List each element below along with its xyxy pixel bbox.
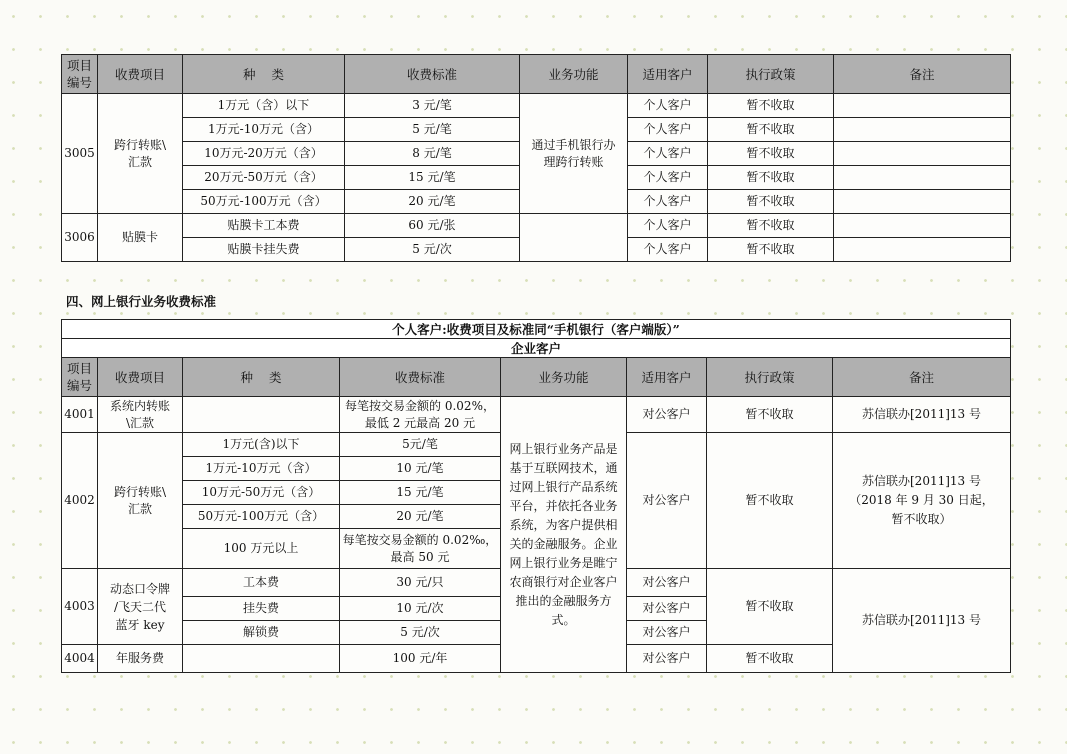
col-header-function: 业务功能 — [520, 55, 628, 94]
col-header-type: 种 类 — [183, 358, 340, 397]
remark — [834, 166, 1011, 190]
item-name: 年服务费 — [98, 645, 183, 673]
col-header-policy: 执行政策 — [708, 55, 834, 94]
policy: 暂不收取 — [707, 433, 833, 569]
policy: 暂不收取 — [708, 238, 834, 262]
policy: 暂不收取 — [707, 397, 833, 433]
fee-standard: 15 元/笔 — [345, 166, 520, 190]
fee-type: 解锁费 — [183, 621, 340, 645]
col-header-fee: 收费标准 — [345, 55, 520, 94]
policy: 暂不收取 — [708, 94, 834, 118]
fee-standard: 每笔按交易金额的 0.02%， 最低 2 元最高 20 元 — [340, 397, 501, 433]
section-title: 四、网上银行业务收费标准 — [66, 294, 217, 309]
item-id: 4004 — [62, 645, 98, 673]
customer-type: 个人客户 — [628, 142, 708, 166]
fee-standard: 5元/笔 — [340, 433, 501, 457]
policy: 暂不收取 — [707, 569, 833, 645]
col-header-customer: 适用客户 — [627, 358, 707, 397]
fee-table-online-banking — [61, 319, 1011, 673]
fee-type: 10万元-50万元（含） — [183, 481, 340, 505]
item-id: 3006 — [62, 214, 98, 262]
fee-type: 50万元-100万元（含） — [183, 505, 340, 529]
fee-type: 贴膜卡工本费 — [183, 214, 345, 238]
col-header-function: 业务功能 — [501, 358, 627, 397]
remark — [834, 190, 1011, 214]
col-header-customer: 适用客户 — [628, 55, 708, 94]
col-header-remark: 备注 — [833, 358, 1011, 397]
item-name: 动态口令牌 /飞天二代 蓝牙 key — [98, 569, 183, 645]
fee-standard: 8 元/笔 — [345, 142, 520, 166]
fee-type: 挂失费 — [183, 597, 340, 621]
business-function — [520, 214, 628, 262]
table-header-row — [62, 55, 1011, 94]
fee-type: 工本费 — [183, 569, 340, 597]
table-row — [62, 397, 1011, 433]
fee-standard: 20 元/笔 — [340, 505, 501, 529]
fee-standard: 100 元/年 — [340, 645, 501, 673]
customer-type: 个人客户 — [628, 94, 708, 118]
col-header-id: 项目 编号 — [62, 358, 98, 397]
customer-type: 对公客户 — [627, 397, 707, 433]
table-header-row — [62, 358, 1011, 397]
fee-type: 10万元-20万元（含） — [183, 142, 345, 166]
fee-type: 20万元-50万元（含） — [183, 166, 345, 190]
policy: 暂不收取 — [708, 118, 834, 142]
customer-type: 个人客户 — [628, 190, 708, 214]
fee-type: 1万元-10万元（含） — [183, 118, 345, 142]
remark — [834, 214, 1011, 238]
table-row — [62, 94, 1011, 118]
business-function: 网上银行业务产品是基于互联网技术，通过网上银行产品系统平台，并依托各业务系统，为客户提供相关的金融服务。企业网上银行业务是睢宁农商银行对企业客户推出的金融服务方式。 — [501, 397, 627, 673]
col-header-item: 收费项目 — [98, 358, 183, 397]
fee-type — [183, 397, 340, 433]
fee-standard: 每笔按交易金额的 0.02‰， 最高 50 元 — [340, 529, 501, 569]
item-name: 跨行转账\ 汇款 — [98, 433, 183, 569]
fee-standard: 5 元/次 — [345, 238, 520, 262]
fee-standard: 30 元/只 — [340, 569, 501, 597]
fee-standard: 20 元/笔 — [345, 190, 520, 214]
remark — [834, 118, 1011, 142]
item-name: 系统内转账 \汇款 — [98, 397, 183, 433]
fee-type: 100 万元以上 — [183, 529, 340, 569]
table-row — [62, 214, 1011, 238]
fee-type — [183, 645, 340, 673]
business-function: 通过手机银行办 理跨行转账 — [520, 94, 628, 214]
fee-standard: 60 元/张 — [345, 214, 520, 238]
col-header-policy: 执行政策 — [707, 358, 833, 397]
customer-type: 对公客户 — [627, 645, 707, 673]
fee-type: 1万元（含）以下 — [183, 94, 345, 118]
fee-type: 贴膜卡挂失费 — [183, 238, 345, 262]
fee-type: 1万元-10万元（含） — [183, 457, 340, 481]
remark — [834, 94, 1011, 118]
remark — [834, 142, 1011, 166]
fee-type: 1万元(含)以下 — [183, 433, 340, 457]
customer-type: 对公客户 — [627, 569, 707, 597]
banner-row — [62, 320, 1011, 339]
item-id: 3005 — [62, 94, 98, 214]
fee-standard: 10 元/笔 — [340, 457, 501, 481]
remark: 苏信联办[2011]13 号 — [833, 397, 1011, 433]
banner-corporate: 企业客户 — [62, 339, 1011, 358]
fee-standard: 10 元/次 — [340, 597, 501, 621]
banner-personal: 个人客户:收费项目及标准同“手机银行（客户端版）” — [62, 320, 1011, 339]
item-id: 4001 — [62, 397, 98, 433]
remark — [834, 238, 1011, 262]
policy: 暂不收取 — [708, 166, 834, 190]
remark: 苏信联办[2011]13 号 （2018 年 9 月 30 日起， 暂不收取） — [833, 433, 1011, 569]
fee-table-mobile — [61, 54, 1011, 262]
customer-type: 个人客户 — [628, 166, 708, 190]
fee-standard: 3 元/笔 — [345, 94, 520, 118]
col-header-item: 收费项目 — [98, 55, 183, 94]
customer-type: 对公客户 — [627, 597, 707, 621]
policy: 暂不收取 — [707, 645, 833, 673]
customer-type: 个人客户 — [628, 214, 708, 238]
col-header-type: 种 类 — [183, 55, 345, 94]
customer-type: 对公客户 — [627, 621, 707, 645]
col-header-fee: 收费标准 — [340, 358, 501, 397]
item-id: 4003 — [62, 569, 98, 645]
banner-row — [62, 339, 1011, 358]
fee-standard: 5 元/笔 — [345, 118, 520, 142]
policy: 暂不收取 — [708, 142, 834, 166]
customer-type: 对公客户 — [627, 433, 707, 569]
remark: 苏信联办[2011]13 号 — [833, 569, 1011, 673]
policy: 暂不收取 — [708, 190, 834, 214]
item-id: 4002 — [62, 433, 98, 569]
fee-standard: 15 元/笔 — [340, 481, 501, 505]
fee-type: 50万元-100万元（含） — [183, 190, 345, 214]
col-header-id: 项目 编号 — [62, 55, 98, 94]
item-name: 贴膜卡 — [98, 214, 183, 262]
customer-type: 个人客户 — [628, 238, 708, 262]
customer-type: 个人客户 — [628, 118, 708, 142]
col-header-remark: 备注 — [834, 55, 1011, 94]
item-name: 跨行转账\ 汇款 — [98, 94, 183, 214]
fee-standard: 5 元/次 — [340, 621, 501, 645]
policy: 暂不收取 — [708, 214, 834, 238]
